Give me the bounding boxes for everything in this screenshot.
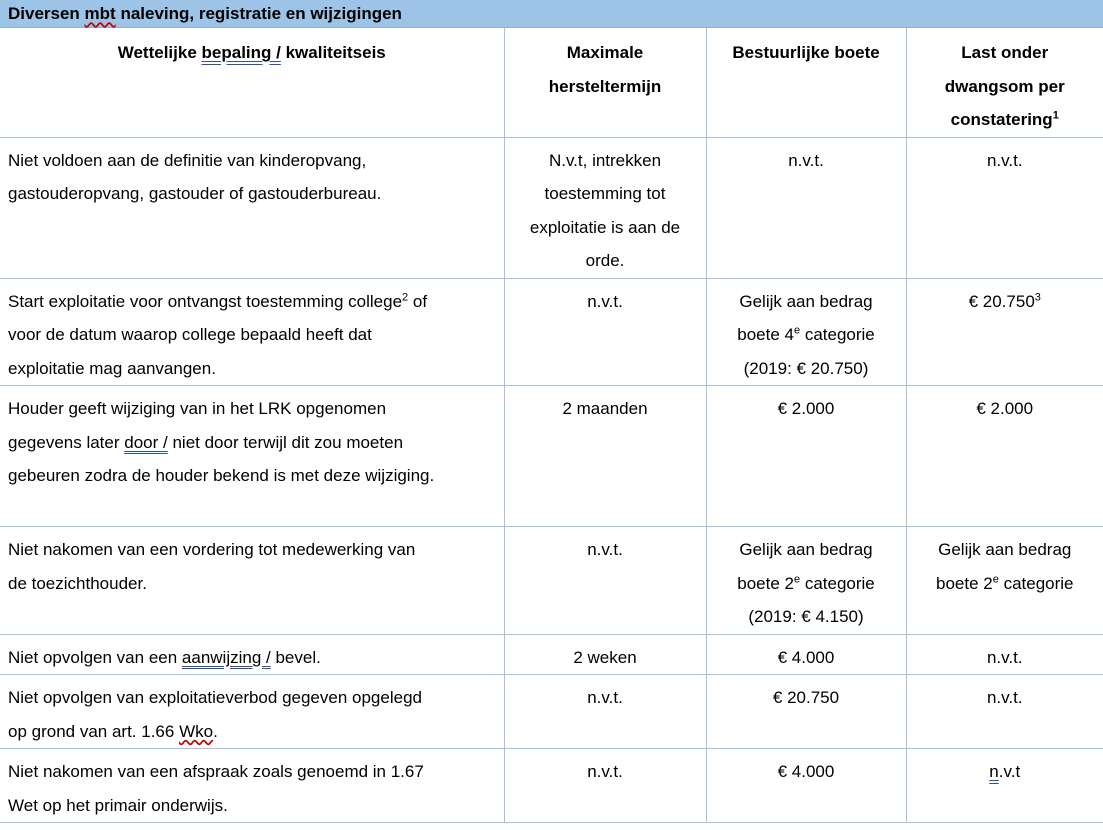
requirement-cell: Start exploitatie voor ontvangst toestemming college$^2$ of voor de datum waarop college bepaald heeft dat exploitatie mag aanvangen. bbox=[0, 278, 504, 386]
fine-cell: Gelijk aan bedrag boete 4e categorie (2019: € 20.750) bbox=[706, 278, 906, 386]
table-row bbox=[0, 278, 1103, 386]
fine-cell: n.v.t. bbox=[706, 137, 906, 278]
header-requirement: Wettelijke bepaling / kwaliteitseis bbox=[0, 28, 504, 137]
header-recovery-period: Maximale hersteltermijn bbox=[504, 28, 706, 137]
penalty-cell: Gelijk aan bedrag boete 2e categorie bbox=[906, 527, 1103, 635]
fine-cell: € 4.000 bbox=[706, 749, 906, 823]
term-cell: n.v.t. bbox=[504, 278, 706, 386]
header-administrative-fine: Bestuurlijke boete bbox=[706, 28, 906, 137]
fine-cell: Gelijk aan bedrag boete 2e categorie (2019: € 4.150) bbox=[706, 527, 906, 635]
term-cell: 2 maanden bbox=[504, 386, 706, 527]
penalty-cell: n.v.t. bbox=[906, 137, 1103, 278]
table-title-bar bbox=[0, 0, 1103, 28]
penalty-cell: € 20.750$^3$ bbox=[906, 278, 1103, 386]
term-cell: 2 weken bbox=[504, 634, 706, 675]
fine-cell: € 4.000 bbox=[706, 634, 906, 675]
header-bepaling: bepaling / bbox=[201, 43, 281, 62]
door-underlined: door / bbox=[124, 432, 168, 452]
regulations-table bbox=[0, 28, 1103, 823]
title-prefix: Diversen bbox=[8, 4, 85, 23]
requirement-cell: Niet nakomen van een vordering tot medewerking van de toezichthouder. bbox=[0, 527, 504, 635]
requirement-cell: Niet opvolgen van exploitatieverbod gegeven opgelegd op grond van art. 1.66 Wko. bbox=[0, 675, 504, 749]
fine-cell: € 2.000 bbox=[706, 386, 906, 527]
penalty-cell: n.v.t. bbox=[906, 675, 1103, 749]
penalty-cell: n.v.t bbox=[906, 749, 1103, 823]
penalty-cell: n.v.t. bbox=[906, 634, 1103, 675]
title-rest: naleving, registratie en wijzigingen bbox=[115, 4, 402, 23]
penalty-cell: € 2.000 bbox=[906, 386, 1103, 527]
table-row bbox=[0, 137, 1103, 278]
aanwijzing-underlined: aanwijzing / bbox=[181, 647, 271, 667]
term-cell: n.v.t. bbox=[504, 749, 706, 823]
term-cell: n.v.t. bbox=[504, 527, 706, 635]
requirement-cell: Niet opvolgen van een aanwijzing / bevel. bbox=[0, 634, 504, 675]
header-row bbox=[0, 28, 1103, 137]
table-row bbox=[0, 749, 1103, 823]
nvt-n-underlined: n bbox=[989, 762, 999, 781]
table-row bbox=[0, 675, 1103, 749]
requirement-cell: Niet nakomen van een afspraak zoals genoemd in 1.67 Wet op het primair onderwijs. bbox=[0, 749, 504, 823]
header-penalty-payment: Last onder dwangsom per constatering$^1$ bbox=[906, 28, 1103, 137]
fine-cell: € 20.750 bbox=[706, 675, 906, 749]
requirement-cell: Niet voldoen aan de definitie van kinderopvang, gastouderopvang, gastouder of gastouderbureau. bbox=[0, 137, 504, 278]
table-row bbox=[0, 386, 1103, 527]
term-cell: n.v.t. bbox=[504, 675, 706, 749]
table-row bbox=[0, 634, 1103, 675]
requirement-cell: Houder geeft wijziging van in het LRK opgenomen gegevens later door / niet door terwijl dit zou moeten gebeuren zodra de houder bekend is met deze wijziging. bbox=[0, 386, 504, 527]
title-mbt-word: mbt bbox=[84, 4, 116, 23]
term-cell: N.v.t, intrekken toestemming tot exploitatie is aan de orde. bbox=[504, 137, 706, 278]
table-row bbox=[0, 527, 1103, 635]
wko-word: Wko bbox=[179, 721, 214, 741]
